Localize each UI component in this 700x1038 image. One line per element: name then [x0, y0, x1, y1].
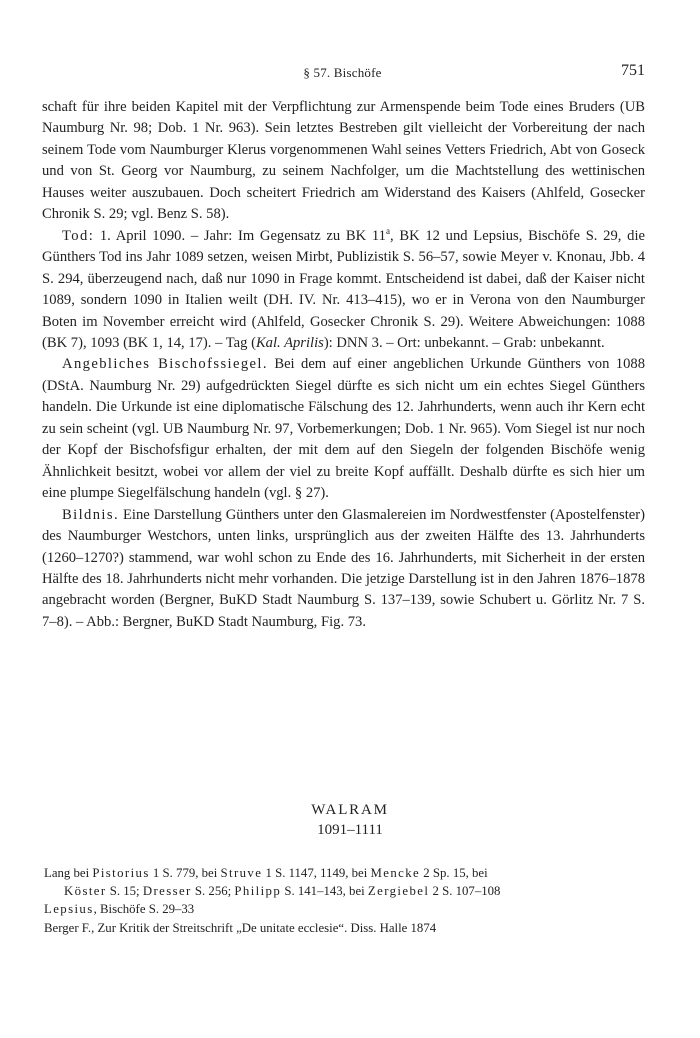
- running-head: [40, 62, 645, 84]
- bibliography-entry: Berger F., Zur Kritik der Streitschrift „De unitate ecclesie“. Diss. Halle 1874: [44, 920, 437, 935]
- bib-text: , Bischöfe S. 29–33: [93, 902, 195, 917]
- bib-author: Pistorius: [92, 866, 150, 880]
- paragraph-death: [42, 226, 645, 355]
- bib-author: Struve: [220, 866, 263, 880]
- superscript: a: [385, 225, 390, 236]
- paragraph-text: Eine Darstellung Günthers unter den Glasmalereien im Nordwestfenster (Apostelfenster) des Naumburger Westchors, unten links, ursprünglich aus der zweiten Hälfte des 13. Jahrhunderts (1260–1270?) stammend, war wohl schon zu Ende des 16. Jahrhunderts, mit Sicherheit in der ersten Hälfte des 18. Jahrhunderts nicht mehr vorhanden. Die jetzige Darstellung ist in den Jahren 1876–1878 angebracht worden (Bergner, BuKD Stadt Naumburg S. 137–139, sowie Schubert u. Görlitz Nr. 7 S. 7–8). – Abb.: Bergner, BuKD Stadt Naumburg, Fig. 73.: [42, 506, 645, 630]
- bib-text: S. 141–143, bei: [281, 884, 368, 899]
- paragraph-lead-death: Tod:: [62, 227, 95, 244]
- bib-author: Köster: [64, 884, 107, 899]
- paragraph-text: ): DNN 3. – Ort: unbekannt. – Grab: unbekannt.: [323, 334, 605, 351]
- bib-author: Zergiebel: [367, 884, 430, 899]
- paragraph-text: , BK 12 und Lepsius, Bischöfe S. 29, die Günthers Tod ins Jahr 1089 setzen, weisen Mirbt, Publizistik S. 56–57, sowie Meyer v. Knonau, Jbb. 4 S. 294, überzeugend nach, daß nur 1090 in Frage kommt. Entscheidend ist dabei, daß der Kaiser nicht 1089, sondern 1090 in Italien weilt (DH. IV. Nr. 413–415), wo er in Verona von den Naumburger Boten im November erreicht wird (Ahlfeld, Gosecker Chronik S. 29). Weitere Abweichungen: 1088 (BK 7), 1093 (BK 1, 14, 17). – Tag (: [42, 227, 645, 351]
- body-text: [42, 97, 645, 633]
- paragraph-text: 1. April 1090. – Jahr: Im Gegensatz zu BK 11: [94, 227, 386, 244]
- bibliography-entry: [44, 900, 644, 918]
- bib-text: S. 15;: [106, 884, 143, 899]
- section-heading: [0, 800, 700, 840]
- bib-author: Philipp: [234, 884, 282, 899]
- section-years: 1091–1111: [317, 822, 383, 838]
- bibliography: [44, 864, 644, 937]
- paragraph-portrait: [42, 505, 645, 634]
- bibliography-entry-continued: [44, 882, 644, 900]
- bib-text: Lang bei: [44, 866, 93, 880]
- paragraph-seal: [42, 354, 645, 504]
- bib-text: 2 S. 107–108: [429, 884, 501, 899]
- bib-text: 2 Sp. 15, bei: [420, 866, 488, 880]
- bib-author: Lepsius: [44, 902, 94, 917]
- bib-author: Mencke: [370, 866, 421, 880]
- running-title: § 57. Bischöfe: [303, 65, 382, 80]
- paragraph-continuation: schaft für ihre beiden Kapitel mit der Verpflichtung zur Armenspende beim Tode eines Bruders (UB Naumburg Nr. 98; Dob. 1 Nr. 963). Sein letztes Bestreben gilt vielleicht der Vorbereitung der nach seinem Tode vom Naumburger Klerus vorgenommenen Wahl seines Vetters Friedrich, Abt von Goseck und von St. Georg vor Naumburg, zu seinem Nachfolger, um die Machtstellung des wettinischen Hauses weiter auszubauen. Doch scheitert Friedrich am Widerstand des Kaisers (Ahlfeld, Gosecker Chronik S. 29; vgl. Benz S. 58).: [42, 99, 645, 223]
- italic-date: Kal. Aprilis: [255, 334, 324, 351]
- bib-text: 1 S. 779, bei: [149, 866, 221, 880]
- bib-text: S. 256;: [191, 884, 235, 899]
- bib-author: Dresser: [142, 884, 192, 899]
- bibliography-entry: [44, 864, 644, 882]
- paragraph-lead-seal: Angebliches Bischofssiegel.: [62, 356, 268, 373]
- paragraph-text: Bei dem auf einer angeblichen Urkunde Günthers von 1088 (DStA. Naumburg Nr. 29) aufgedrückten Siegel dürfte es sich nicht um ein echtes Siegel Günthers handeln. Die Urkunde ist eine diplomatische Fälschung des 12. Jahrhunderts, wenn auch ihr Kern echt zu sein scheint (vgl. UB Naumburg Nr. 97, Vorbemerkungen; Dob. 1 Nr. 965). Vom Siegel ist nur noch der Kopf der Bischofsfigur erhalten, der mit dem auf den Siegeln der folgenden Bischöfe wenig Ähnlichkeit besitzt, wobei vor allem der viel zu breite Kopf auffällt. Deshalb dürfte es sich hier um eine plumpe Siegelfälschung handeln (vgl. § 27).: [42, 356, 645, 502]
- page-number: 751: [621, 62, 645, 79]
- bib-text: 1 S. 1147, 1149, bei: [262, 866, 371, 880]
- paragraph-lead-portrait: Bildnis.: [62, 506, 120, 523]
- section-name: WALRAM: [311, 802, 389, 818]
